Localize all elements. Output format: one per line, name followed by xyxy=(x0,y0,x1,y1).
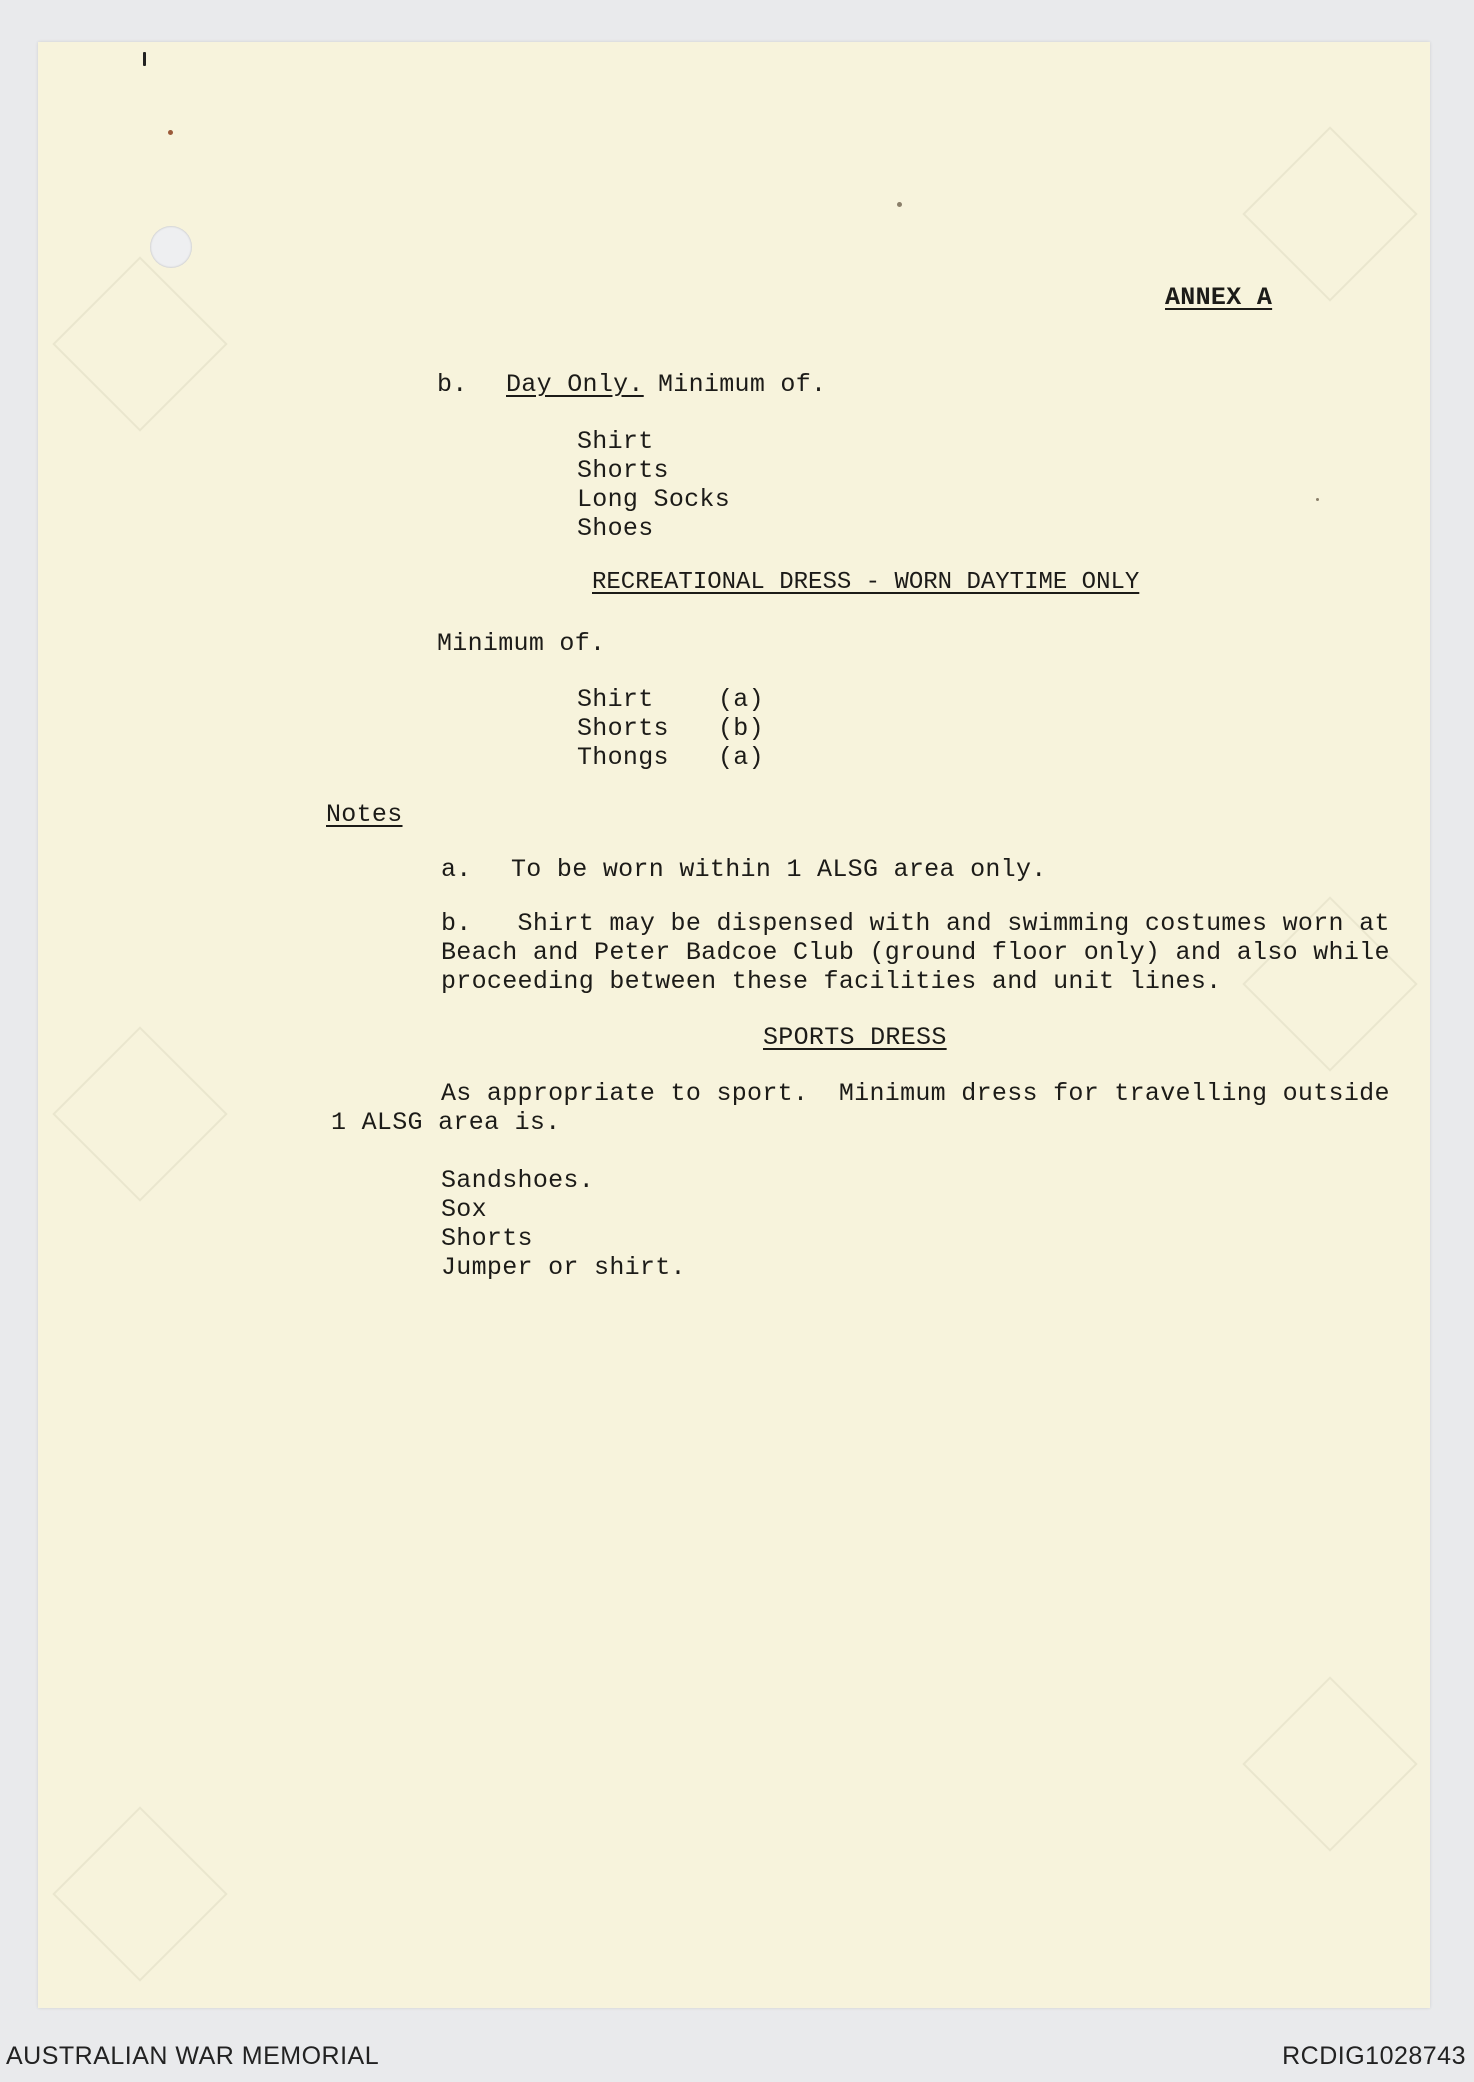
note-b-line: b. Shirt may be dispensed with and swimming costumes worn at xyxy=(441,909,1390,938)
day-only-marker: b. xyxy=(437,370,468,399)
watermark-diamond xyxy=(52,1026,227,1201)
recreational-heading: RECREATIONAL DRESS - WORN DAYTIME ONLY xyxy=(592,569,1140,596)
note-a-marker: a. xyxy=(441,855,472,884)
day-only-item: Long Socks xyxy=(577,485,731,514)
sports-item: Sandshoes. xyxy=(441,1166,595,1195)
recreational-item: Thongs xyxy=(577,743,669,772)
note-b-line: proceeding between these facilities and unit lines. xyxy=(441,967,1222,996)
sports-item: Sox xyxy=(441,1195,487,1224)
footer-id: RCDIG1028743 xyxy=(1282,2042,1466,2070)
note-a-text: To be worn within 1 ALSG area only. xyxy=(511,855,1047,884)
sports-heading: SPORTS DRESS xyxy=(763,1023,947,1052)
watermark-diamond xyxy=(52,256,227,431)
sports-item: Jumper or shirt. xyxy=(441,1253,686,1282)
note-b-line: Beach and Peter Badcoe Club (ground floor only) and also while xyxy=(441,938,1390,967)
day-only-item: Shirt xyxy=(577,427,654,456)
punch-hole xyxy=(150,226,192,268)
day-only-item: Shoes xyxy=(577,514,654,543)
paper-speck xyxy=(897,202,902,207)
sports-para-line: 1 ALSG area is. xyxy=(331,1108,561,1137)
watermark-diamond xyxy=(1242,126,1417,301)
day-only-intro: Minimum of. xyxy=(658,370,827,399)
sports-para-line: As appropriate to sport. Minimum dress for travelling outside xyxy=(441,1079,1390,1108)
watermark-diamond xyxy=(52,1806,227,1981)
recreational-item-note: (b) xyxy=(718,714,764,743)
recreational-item-note: (a) xyxy=(718,743,764,772)
watermark-diamond xyxy=(1242,1676,1417,1851)
annex-label: ANNEX A xyxy=(1165,283,1273,312)
paper-speck xyxy=(1316,498,1319,501)
recreational-item: Shirt xyxy=(577,685,654,714)
recreational-intro: Minimum of. xyxy=(437,629,606,658)
recreational-item: Shorts xyxy=(577,714,669,743)
recreational-item-note: (a) xyxy=(718,685,764,714)
sports-item: Shorts xyxy=(441,1224,533,1253)
notes-heading: Notes xyxy=(326,800,403,829)
paper-speck xyxy=(143,52,146,66)
day-only-item: Shorts xyxy=(577,456,669,485)
paper-speck xyxy=(168,130,173,135)
document-page xyxy=(38,42,1430,2008)
day-only-heading: Day Only. xyxy=(506,370,644,399)
footer-source: AUSTRALIAN WAR MEMORIAL xyxy=(6,2042,380,2070)
